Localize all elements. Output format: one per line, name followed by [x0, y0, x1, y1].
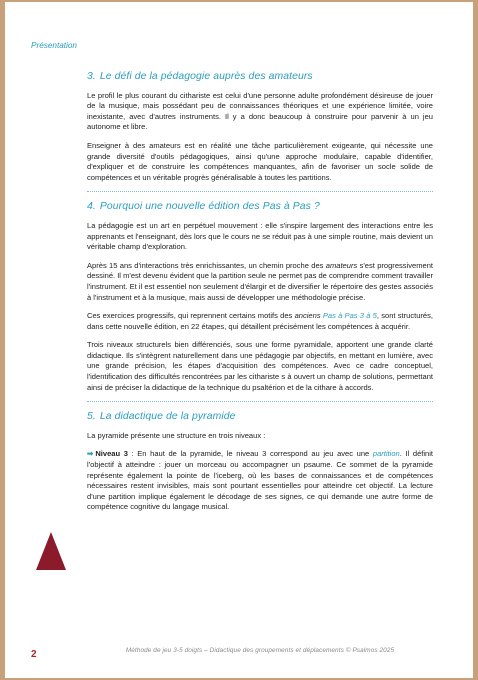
paragraph-text: s'est progressivement dessiné. Il m'est devenu évident que la partition seule ne permet pas de comprendre comment travailler l'instrument. Et il est essentiel non seulement d'élargir et de diversifier le répertoire des gestes associés à l'instrument et à la musique, mais aussi de développer une méthodologie précise.: [87, 260, 433, 302]
section-title: Pourquoi une nouvelle édition des Pas à Pas ?: [99, 201, 320, 213]
paragraph: La pédagogie est un art en perpétuel mouvement : elle s'inspire largement des interactions entre les apprenants et l'enseignant, dès lors que le cours ne se réduit pas à une simple routine, mais devient un véritable champ d'exploration.: [87, 220, 433, 252]
section-3: [87, 72, 433, 183]
section-number: 5.: [87, 411, 96, 423]
paragraph-text: , sont structurés, dans cette nouvelle édition, en 22 étapes, qui détaillent précisément les compétences à acquérir.: [87, 311, 433, 331]
running-title: Présentation: [31, 41, 77, 50]
paragraph: Trois niveaux structurels bien différenciés, sous une forme pyramidale, apportent une grande clarté didactique. Ils s'intègrent naturellement dans une pédagogie par objectifs, en mettant en lumière, avec une grande précision, les étapes d'acquisition des compétences. Avec ce cadre conceptuel, l'identification des difficultés rencontrées par les cithariste s à ouvert un champ de solutions, permettant ainsi de préciser la didactique de la technique du psaltérion et de la cithare à accords.: [87, 340, 433, 392]
paragraph-text: Après 15 ans d'interactions très enrichissantes, un chemin proche des: [87, 260, 326, 270]
level-3-paragraph: [87, 449, 433, 513]
section-title: La didactique de la pyramide: [99, 411, 236, 423]
paragraph: La pyramide présente une structure en trois niveaux :: [87, 430, 266, 440]
footer-text: Méthode de jeu 3-5 doigts – Didactique des groupements et déplacements © Psalmos 2025: [125, 647, 395, 654]
main-content: [87, 72, 433, 513]
section-4: [87, 202, 433, 393]
paragraph: Enseigner à des amateurs est en réalité une tâche particulièrement exigeante, qui nécessite une grande diversité d'outils pédagogiques, ainsi qu'une approche modulaire, capable d'identifier, d'expliquer et de construire les compétences manquantes, afin de favoriser un socle solide de compétences et un véritable progrès généralisable à toutes les partitions.: [87, 140, 433, 182]
section-heading: [87, 72, 433, 83]
paragraph-text: . Il définit l'objectif à atteindre : jouer un morceau ou accompagner un psaume. Ce sommet de la pyramide représente également la pointe de l'iceberg, où les bases de connaissances et de compétences nécessaires restent invisibles, mais sont pourtant essentielles pour atteindre cet objectif. La lecture d'une partition implique également le décodage de ses signes, ce qui demande une autre forme de compétence cognitive du langage musical.: [87, 449, 434, 512]
paragraph: [87, 311, 433, 332]
emphasis-text: anciens: [294, 311, 321, 321]
paragraph: [87, 261, 433, 303]
emphasis-text: amateurs: [325, 260, 358, 270]
section-number: 4.: [87, 201, 96, 213]
paragraph-text: Ces exercices progressifs, qui reprennent certains motifs des: [87, 311, 295, 321]
pyramid-icon: [36, 532, 66, 570]
emphasis-text: partition: [372, 449, 400, 459]
section-divider: [87, 191, 433, 192]
page-number: 2: [31, 649, 37, 660]
section-heading: [87, 412, 433, 423]
arrow-right-icon: ➡: [87, 449, 94, 459]
section-heading: [87, 202, 433, 213]
level-label: Niveau 3: [95, 449, 128, 459]
emphasis-title: Pas à Pas 3 à 5: [322, 311, 377, 321]
paragraph: Le profil le plus courant du cithariste est celui d'une personne adulte profondément désireuse de jouer de la musique, mais possédant peu de connaissances théoriques et une expérience limitée, voire inexistante, avec d'autres instruments. Il y a donc beaucoup à construire pour parvenir à un jeu autonome et libre.: [87, 90, 433, 132]
section-title: Le défi de la pédagogie auprès des amateurs: [99, 71, 313, 82]
paragraph-text: : En haut de la pyramide, le niveau 3 correspond au jeu avec une: [127, 449, 373, 459]
section-divider: [87, 401, 433, 402]
page: [5, 2, 473, 678]
section-number: 3.: [87, 71, 96, 82]
section-5: [87, 412, 433, 513]
